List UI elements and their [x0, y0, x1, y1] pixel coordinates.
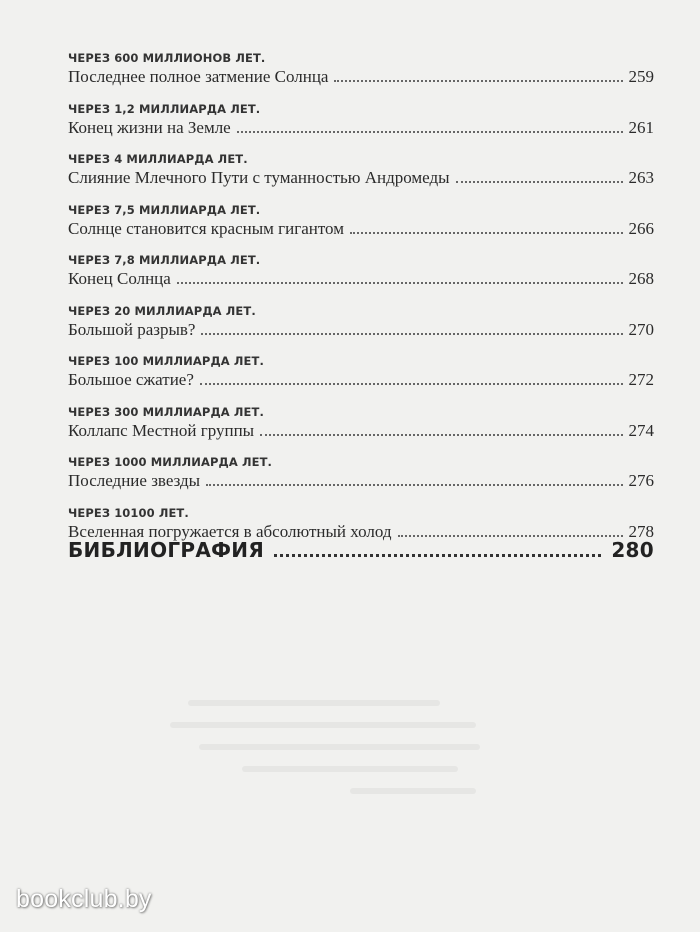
toc-entry-line [68, 420, 654, 442]
dot-leader [200, 383, 623, 385]
toc-entry-line [68, 268, 654, 290]
toc-entry-page: 276 [628, 471, 654, 490]
toc-entry-page: 259 [628, 67, 654, 86]
toc-entry [68, 454, 654, 503]
dot-leader [398, 535, 623, 537]
toc-entry-timeframe: ЧЕРЕЗ 7,8 МИЛЛИАРДА ЛЕТ. [68, 253, 261, 267]
toc-entry-title: Слияние Млечного Пути с туманностью Андромеды [68, 168, 450, 187]
toc-entry [68, 50, 654, 99]
toc-entry-line [68, 117, 654, 139]
dot-leader [237, 131, 623, 133]
toc-entry [68, 404, 654, 453]
toc-entry-title: Большой разрыв? [68, 319, 196, 339]
toc-entry [68, 353, 654, 402]
toc-entry-title: Последнее полное затмение Солнца [68, 67, 329, 86]
toc-entry-timeframe: ЧЕРЕЗ 10100 ЛЕТ. [68, 505, 189, 520]
toc-entry-title: Конец Солнца [68, 269, 171, 288]
toc-entry-title: Солнце становится красным гигантом [68, 218, 344, 238]
toc-entry-page: 270 [628, 319, 654, 339]
toc-entry [68, 202, 654, 251]
toc-entry-title: Последние звезды [68, 471, 201, 490]
toc-entry-timeframe: ЧЕРЕЗ 7,5 МИЛЛИАРДА ЛЕТ. [68, 202, 261, 217]
toc-entry-title: Большое сжатие? [68, 370, 194, 389]
toc-entry-timeframe: ЧЕРЕЗ 300 МИЛЛИАРДА ЛЕТ. [68, 404, 264, 419]
toc-entry [68, 252, 654, 301]
toc-entry-page: 274 [628, 420, 654, 440]
dot-leader [177, 282, 623, 284]
dot-leader [206, 484, 622, 486]
toc-entry-timeframe: ЧЕРЕЗ 4 МИЛЛИАРДА ЛЕТ. [68, 152, 248, 166]
bibliography-entry [68, 538, 654, 563]
toc-entry-line [68, 470, 654, 492]
toc-entry-timeframe: ЧЕРЕЗ 1000 МИЛЛИАРДА ЛЕТ. [68, 455, 273, 469]
toc-entry [68, 101, 654, 150]
toc-entry-page: 266 [628, 218, 654, 238]
table-of-contents [68, 48, 654, 553]
dot-leader [201, 333, 622, 335]
toc-entry-page: 272 [628, 370, 654, 389]
toc-entry-line [68, 66, 654, 88]
toc-entry-page: 261 [628, 117, 654, 137]
toc-entry-timeframe: ЧЕРЕЗ 100 МИЛЛИАРДА ЛЕТ. [68, 354, 264, 368]
toc-entry [68, 303, 654, 352]
toc-entry-title: Коллапс Местной группы [68, 420, 255, 440]
bibliography-page: 280 [611, 538, 654, 562]
dot-leader [260, 434, 622, 436]
toc-entry-timeframe: ЧЕРЕЗ 20 МИЛЛИАРДА ЛЕТ. [68, 303, 256, 318]
dot-leader [274, 554, 601, 557]
toc-entry-page: 268 [628, 269, 654, 288]
toc-entry-page: 263 [628, 168, 654, 187]
bibliography-title: БИБЛИОГРАФИЯ [68, 538, 265, 562]
toc-entry-title: Конец жизни на Земле [68, 117, 231, 137]
watermark-logo: bookclub.by [16, 885, 152, 913]
dot-leader [456, 181, 623, 183]
toc-entry-page: 278 [628, 521, 654, 541]
toc-entry-timeframe: ЧЕРЕЗ 600 МИЛЛИОНОВ ЛЕТ. [68, 51, 266, 65]
show-through-text [170, 700, 530, 880]
toc-entry-timeframe: ЧЕРЕЗ 1,2 МИЛЛИАРДА ЛЕТ. [68, 101, 261, 116]
toc-entry-title: Вселенная погружается в абсолютный холод [68, 521, 392, 541]
toc-entry-line [68, 167, 654, 189]
dot-leader [350, 232, 623, 234]
toc-entry-line [68, 218, 654, 240]
toc-entry-line [68, 319, 654, 341]
dot-leader [334, 80, 622, 82]
toc-entry [68, 151, 654, 200]
toc-entry-line [68, 369, 654, 391]
